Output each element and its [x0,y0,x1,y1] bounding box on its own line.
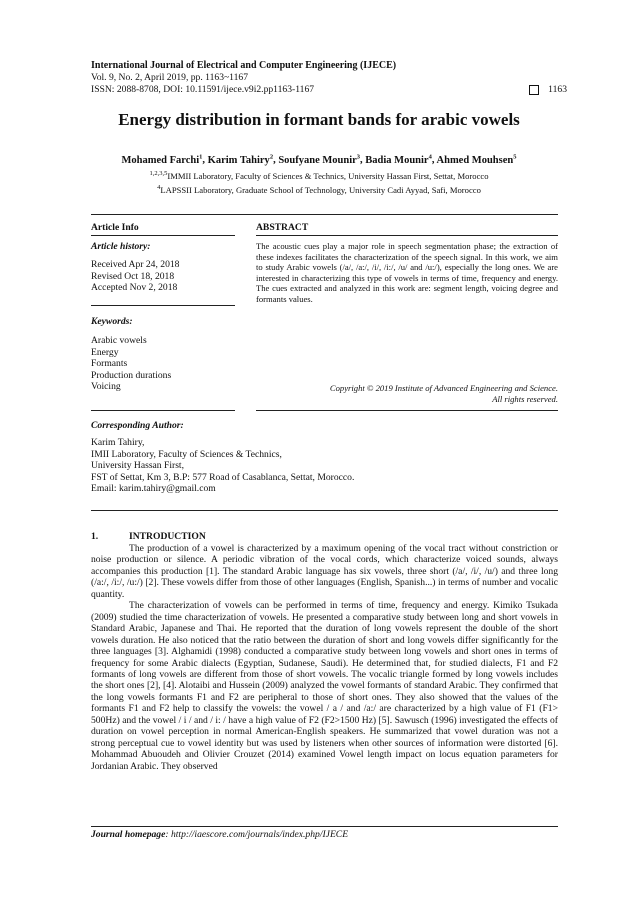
article-info-heading: Article Info [91,222,139,233]
keyword: Arabic vowels [91,335,147,346]
journal-header [91,60,567,95]
keywords-rule [91,410,235,411]
paragraph: The production of a vowel is characterized by a maximum opening of the vocal tract without constriction or noise production or silence. A periodic vibration of the vocal cords, which characterize voiced sounds, always accompanies this production [1]. The standard Arabic language has six vowels, three short (/a/, /i/, /u/) and three long (/a:/, /i:/, /u:/) [2]. These vowels differ from those of other languages (English, Spanish...) in terms of number and vocalic quantity. [91,543,558,600]
history-heading: Article history: [91,241,151,252]
author-list: Mohamed Farchi$^1$, Karim Tahiry$^2$, Soufyane Mounir$^3$, Badia Mounir$^4$, Ahmed Mouhsen$^5$ [121,153,517,166]
top-rule [91,214,558,215]
section-rule [91,510,558,511]
copyright-notice: Copyright © 2019 Institute of Advanced Engineering and Science. All rights reserved. [329,383,558,404]
author: Mohamed Farchi$^1$ [121,153,203,166]
journal-title: International Journal of Electrical and Computer Engineering (IJECE) [91,60,397,71]
corresponding-heading: Corresponding Author: [91,420,184,431]
author: Karim Tahiry$^2$ [207,153,274,166]
abstract-rule [256,235,558,236]
paper-title: Energy distribution in formant bands for arabic vowels [118,110,520,129]
homepage-link[interactable]: : http://iaescore.com/journals/index.php/IJECE [165,829,349,840]
corresponding-author: Karim Tahiry, IMII Laboratory, Faculty of Sciences & Technics, University Hassan First, FST of Settat, Km 3, B.P: 577 Road of Casablanca, Settat, Morocco. Email: karim.tahiry@gmail.com [91,437,355,495]
abstract-bottom-rule [256,410,558,411]
article-history [91,259,179,294]
received-date: Received Apr 24, 2018 [91,259,180,270]
keywords-heading: Keywords: [91,316,133,327]
abstract-text: The acoustic cues play a major role in speech segmentation phase; the extraction of these indexes facilitates the characterization of the speech signal. In this work, we aim to study Arabic vowels (/a/, /a:/, /i/, /i:/, /u/ and /u:/), especially the long ones. We are interested in characterizing this type of vowels in terms of time, frequency and energy. The cues extracted and analyzed in this work are: segment length, voicing degree and formants values. [256,241,558,304]
affiliation: $^4$LAPSSII Laboratory, Graduate School of Technology, University Cadi Ayyad, Safi, Morocco [157,184,481,196]
keyword: Voicing [91,381,121,393]
revised-date: Revised Oct 18, 2018 [91,270,175,282]
abstract-heading: ABSTRACT [256,222,309,233]
journal-issn: ISSN: 2088-8708, DOI: 10.11591/ijece.v9i2.pp1163-1167 [91,83,315,95]
keywords-list [91,335,171,393]
author: Soufyane Mounir$^3$ [278,153,361,166]
author: Ahmed Mouhsen$^5$ [436,153,517,166]
introduction-heading: 1. INTRODUCTION [91,531,206,542]
page-number: 1163 [548,83,567,95]
keyword: Production durations [91,369,172,381]
footer-rule [91,826,558,827]
info-rule [91,235,235,236]
keyword: Formants [91,358,128,370]
keyword: Energy [91,346,119,358]
journal-homepage: Journal homepage: http://iaescore.com/journals/index.php/IJECE [91,829,349,840]
journal-volume: Vol. 9, No. 2, April 2019, pp. 1163~1167 [91,71,249,83]
author: Badia Mounir$^4$ [365,153,432,166]
history-rule [91,305,235,306]
accepted-date: Accepted Nov 2, 2018 [91,282,178,294]
paragraph: The characterization of vowels can be performed in terms of time, frequency and energy. Kimiko Tsukada (2009) studied the time characterization of vowels. He presented a comparative study between long and short vowels in Standard Arabic, Japanese and Thai. He reported that the duration of long vowels represent the double of the short vowels duration. He also noticed that the ratio between the duration of short and long vowels differ significantly for the three languages [3]. Alghamidi (1998) conducted a comparative study between long vowels and short ones in terms of frequency for some Arabic dialects (Egyptian, Sudanese, Saudi). He determined that, for studied dialects, F1 and F2 formants of long vowels are different from those of short vowels. The vocalic triangle formed by long vowels includes the short ones [2], [4]. Alotaibi and Hussein (2009) analyzed the vowel formants of standard Arabic. They confirmed that the long vowels formants F1 and F2 are peripheral to those of short ones. They also showed that the values of the formants F1 and F2 help to classify the vowels: the vowel / a / and /a:/ are characterized by a high value of F1 (F1> 500Hz) and the vowel / i / and / i: / have a high value of F2 (F2>1500 Hz) [5]. Sawusch (1996) investigated the effects of duration on vowel perception in normal American-English speakers. He summarized that vowel duration was not a strong perceptual cue to vowel identity but was used by listeners when other sources of information were distorted [6]. Mohammad Abuoudeh and Olivier Crouzet (2014) examined Vowel length impact on locus equation parameters for Jordanian Arabic. They observed [91,600,558,772]
checkbox-square-icon [529,85,539,95]
issn-row [91,84,567,96]
affiliation: $^{1,2,3,5}$IMMII Laboratory, Faculty of Sciences & Technics, University Hassan First, Settat, Morocco [149,170,489,181]
affiliations [60,168,578,197]
introduction-body [91,543,558,772]
author-email: Email: karim.tahiry@gmail.com [91,483,216,495]
